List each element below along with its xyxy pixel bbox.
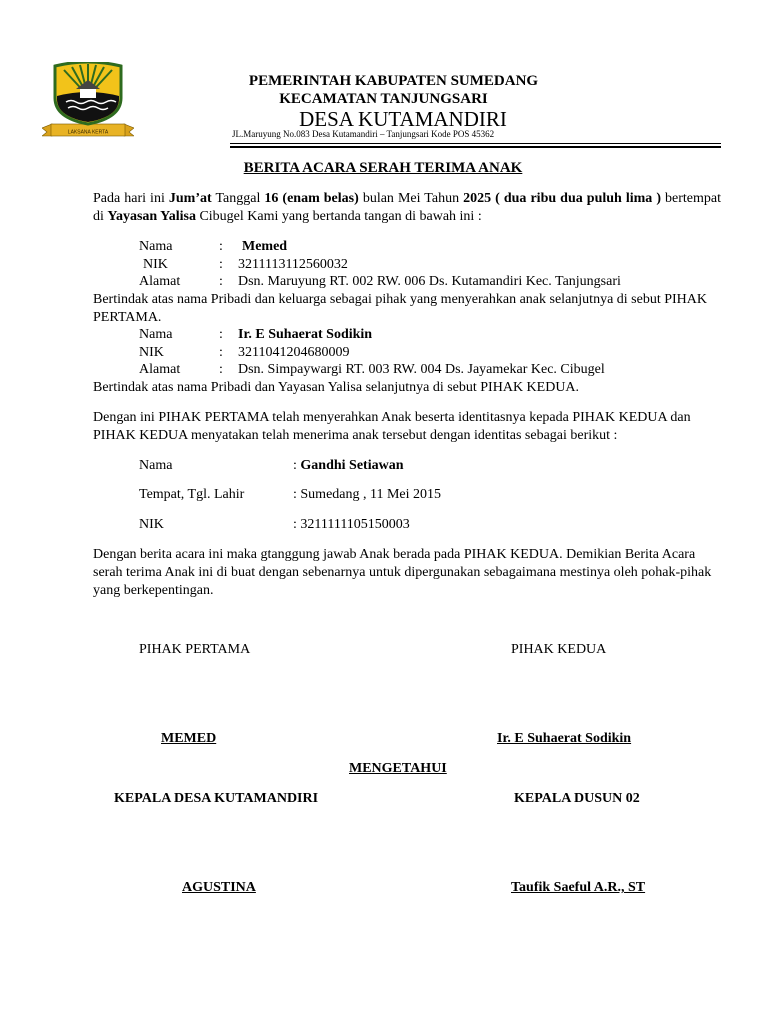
regency-emblem-logo bbox=[42, 62, 134, 142]
letterhead-line2: KECAMATAN TANJUNGSARI bbox=[279, 91, 488, 107]
letterhead-address: JL.Maruyung No.083 Desa Kutamandiri – Tanjungsari Kode POS 45362 bbox=[232, 129, 495, 139]
anak-nama-sep: : bbox=[293, 458, 301, 473]
sig-kepala-desa-name: AGUSTINA bbox=[182, 880, 256, 895]
pihak1-nik-sep: : bbox=[219, 257, 223, 272]
pihak2-nik-label: NIK bbox=[139, 345, 164, 360]
anak-nama-value: Gandhi Setiawan bbox=[300, 458, 404, 473]
anak-nik-label: NIK bbox=[139, 517, 164, 532]
pihak1-nama-sep: : bbox=[219, 239, 223, 254]
sig-mengetahui-heading: MENGETAHUI bbox=[349, 761, 447, 776]
header-rule-bottom bbox=[230, 146, 721, 148]
pihak1-nik-value: 3211113112560032 bbox=[238, 257, 348, 272]
pihak2-alamat-sep: : bbox=[219, 362, 223, 377]
pihak2-statement: Bertindak atas nama Pribadi dan Yayasan Yalisa selanjutnya di sebut PIHAK KEDUA. bbox=[93, 380, 580, 395]
anak-nik-sep: : bbox=[293, 517, 301, 532]
sig-kepala-dusun-name: Taufik Saeful A.R., ST bbox=[511, 880, 646, 895]
anak-nik-row bbox=[293, 516, 410, 534]
logo-ribbon-text: LAKSANA KERTA bbox=[67, 129, 109, 136]
document-title: BERITA ACARA SERAH TERIMA ANAK bbox=[243, 160, 523, 176]
pihak2-alamat-label: Alamat bbox=[139, 362, 181, 377]
closing-paragraph: Dengan berita acara ini maka gtanggung jawab Anak berada pada PIHAK KEDUA. Demikian Berita Acara serah terima Anak ini di buat dengan sebenarnya untuk dipergunakan sebagaimana mestinya oleh pohak-pihak yang berkepentingan. bbox=[93, 547, 712, 598]
pihak1-nama-label: Nama bbox=[139, 239, 173, 254]
sig-kepala-dusun-heading: KEPALA DUSUN 02 bbox=[514, 791, 640, 806]
pihak2-nama-sep: : bbox=[219, 327, 223, 342]
letterhead-village: DESA KUTAMANDIRI bbox=[299, 107, 507, 131]
handover-paragraph: Dengan ini PIHAK PERTAMA telah menyerahkan Anak beserta identitasnya kepada PIHAK KEDUA dan PIHAK KEDUA menyatakan telah menerima anak tersebut dengan identitas sebagai berikut : bbox=[93, 410, 691, 443]
pihak1-alamat-value: Dsn. Maruyung RT. 002 RW. 006 Ds. Kutamandiri Kec. Tanjungsari bbox=[238, 274, 621, 289]
sig-pihak-kedua-heading: PIHAK KEDUA bbox=[511, 642, 607, 657]
pihak2-nama-value: Ir. E Suhaerat Sodikin bbox=[238, 327, 373, 342]
anak-ttl-row bbox=[293, 486, 441, 504]
anak-ttl-value: Sumedang , 11 Mei 2015 bbox=[300, 487, 442, 502]
sig-pihak-pertama-heading: PIHAK PERTAMA bbox=[139, 642, 251, 657]
pihak2-nama-label: Nama bbox=[139, 327, 173, 342]
pihak2-nik-sep: : bbox=[219, 345, 223, 360]
pihak1-nik-label: NIK bbox=[143, 257, 168, 272]
anak-ttl-sep: : bbox=[293, 487, 301, 502]
pihak1-statement: Bertindak atas nama Pribadi dan keluarga sebagai pihak yang menyerahkan anak selanjutnya di sebut PIHAK PERTAMA. bbox=[93, 292, 707, 325]
header-rule-top bbox=[230, 143, 721, 144]
sig-pihak-pertama-name: MEMED bbox=[161, 731, 217, 746]
intro-paragraph: Pada hari ini Jum’at Tanggal 16 (enam belas) bulan Mei Tahun 2025 ( dua ribu dua puluh lima ) bertempat di Yayasan Yalisa Cibugel Kami yang bertanda tangan di bawah ini : bbox=[93, 191, 722, 224]
anak-nama-label: Nama bbox=[139, 458, 173, 473]
letterhead-line1: PEMERINTAH KABUPATEN SUMEDANG bbox=[248, 73, 539, 89]
pihak2-alamat-value: Dsn. Simpaywargi RT. 003 RW. 004 Ds. Jayamekar Kec. Cibugel bbox=[238, 362, 605, 377]
pihak1-alamat-sep: : bbox=[219, 274, 223, 289]
anak-nama-row bbox=[293, 457, 403, 475]
anak-ttl-label: Tempat, Tgl. Lahir bbox=[139, 487, 245, 502]
sig-kepala-desa-heading: KEPALA DESA KUTAMANDIRI bbox=[114, 791, 319, 806]
sig-pihak-kedua-name: Ir. E Suhaerat Sodikin bbox=[497, 731, 632, 746]
pihak1-nama-value: Memed bbox=[242, 239, 288, 254]
pihak1-alamat-label: Alamat bbox=[139, 274, 181, 289]
pihak2-nik-value: 3211041204680009 bbox=[238, 345, 350, 360]
anak-nik-value: 3211111105150003 bbox=[300, 517, 410, 532]
